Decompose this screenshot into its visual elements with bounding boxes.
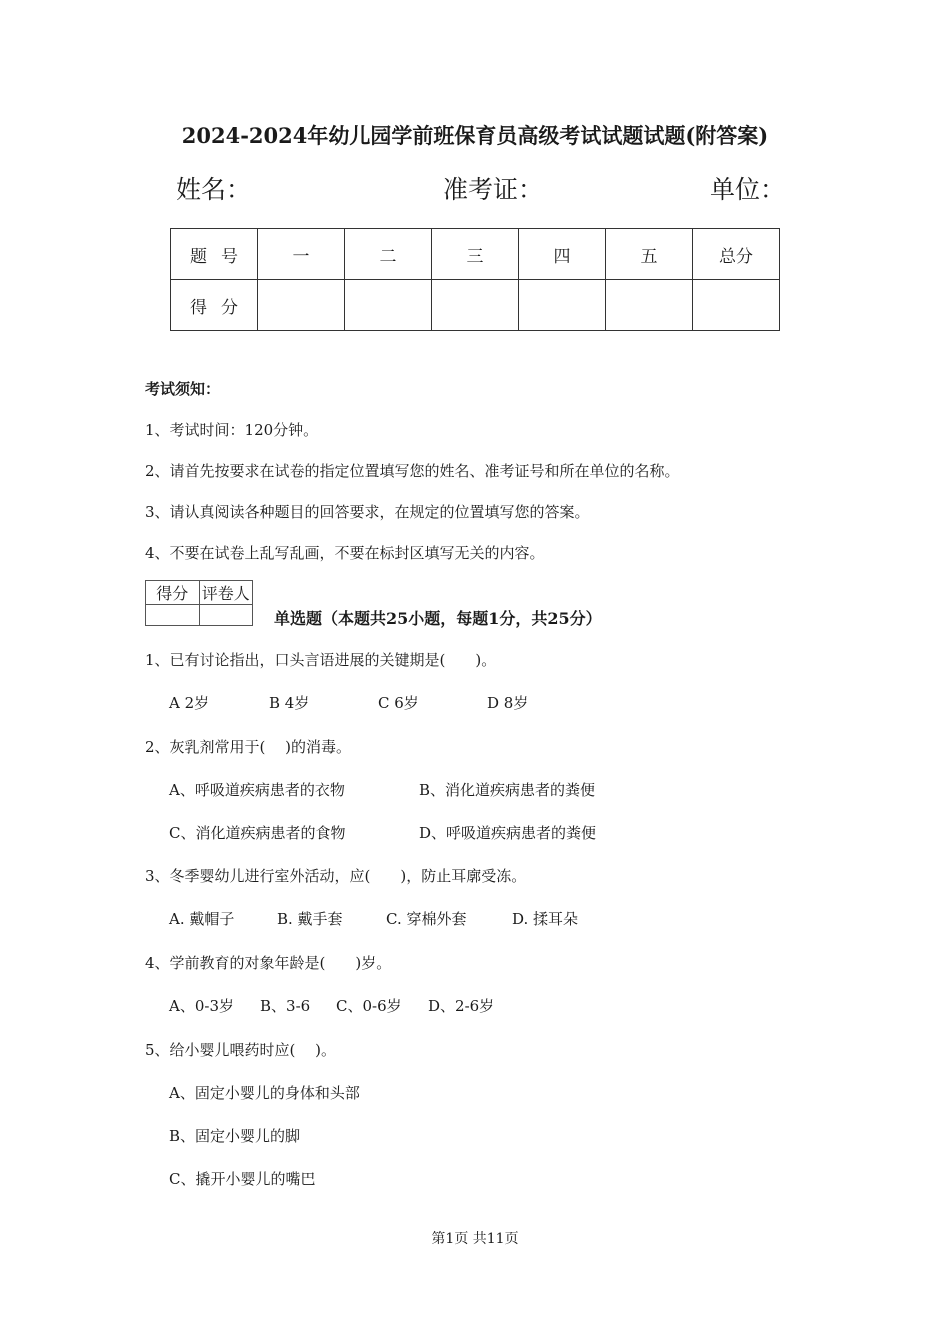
question-number-label: 题号 xyxy=(171,229,258,280)
grader-box xyxy=(145,580,253,626)
grader-name-label: 评卷人 xyxy=(199,581,253,605)
question-1-stem: 1、已有讨论指出，口头言语进展的关键期是( )。 xyxy=(145,651,497,669)
notice-item-3: 3、请认真阅读各种题目的回答要求，在规定的位置填写您的答案。 xyxy=(145,503,590,521)
notice-heading: 考试须知： xyxy=(145,380,221,398)
header-col-3: 三 xyxy=(432,229,519,280)
question-5-option-b[interactable]: B、固定小婴儿的脚 xyxy=(169,1127,301,1145)
question-1-option-a[interactable]: A 2岁 xyxy=(169,694,210,712)
score-cell-1[interactable] xyxy=(258,280,345,331)
question-3-option-b[interactable]: B. 戴手套 xyxy=(277,910,343,928)
score-table-score-row xyxy=(171,280,780,331)
question-5-option-a[interactable]: A、固定小婴儿的身体和头部 xyxy=(169,1084,360,1102)
score-cell-total[interactable] xyxy=(693,280,780,331)
score-cell-5[interactable] xyxy=(606,280,693,331)
score-cell-2[interactable] xyxy=(345,280,432,331)
question-4-option-c[interactable]: C、0-6岁 xyxy=(336,997,402,1015)
grader-score-label: 得分 xyxy=(146,581,200,605)
notice-item-2: 2、请首先按要求在试卷的指定位置填写您的姓名、准考证号和所在单位的名称。 xyxy=(145,462,680,480)
question-3-stem: 3、冬季婴幼儿进行室外活动，应( )，防止耳廓受冻。 xyxy=(145,867,527,885)
grader-name-cell[interactable] xyxy=(199,605,253,626)
ticket-number-field-label: 准考证： xyxy=(443,175,544,204)
question-4-option-a[interactable]: A、0-3岁 xyxy=(169,997,234,1015)
header-col-4: 四 xyxy=(519,229,606,280)
score-cell-3[interactable] xyxy=(432,280,519,331)
question-3-option-d[interactable]: D. 揉耳朵 xyxy=(512,910,579,928)
question-2-option-a[interactable]: A、呼吸道疾病患者的衣物 xyxy=(169,781,345,799)
score-table-header-row xyxy=(171,229,780,280)
question-3-option-c[interactable]: C. 穿棉外套 xyxy=(386,910,467,928)
question-2-option-d[interactable]: D、呼吸道疾病患者的粪便 xyxy=(419,824,597,842)
score-label: 得分 xyxy=(171,280,258,331)
grader-score-cell[interactable] xyxy=(146,605,200,626)
question-1-option-c[interactable]: C 6岁 xyxy=(378,694,419,712)
page-title: 2024-2024年幼儿园学前班保育员高级考试试题试题(附答案) xyxy=(181,123,769,148)
question-4-option-b[interactable]: B、3-6 xyxy=(260,997,311,1015)
question-1-option-d[interactable]: D 8岁 xyxy=(487,694,529,712)
header-col-total: 总分 xyxy=(693,229,780,280)
question-2-option-c[interactable]: C、消化道疾病患者的食物 xyxy=(169,824,346,842)
question-2-stem: 2、灰乳剂常用于( )的消毒。 xyxy=(145,738,352,756)
page-footer: 第1页 共11页 xyxy=(431,1231,519,1247)
score-table xyxy=(170,228,780,331)
name-field-label: 姓名： xyxy=(176,175,252,204)
question-3-option-a[interactable]: A. 戴帽子 xyxy=(169,910,235,928)
notice-item-4: 4、不要在试卷上乱写乱画，不要在标封区填写无关的内容。 xyxy=(145,544,545,562)
header-col-5: 五 xyxy=(606,229,693,280)
question-5-stem: 5、给小婴儿喂药时应( )。 xyxy=(145,1041,337,1059)
question-4-stem: 4、学前教育的对象年龄是( )岁。 xyxy=(145,954,392,972)
section-heading: 单选题（本题共25小题，每题1分，共25分） xyxy=(274,609,602,628)
question-1-option-b[interactable]: B 4岁 xyxy=(269,694,310,712)
header-col-2: 二 xyxy=(345,229,432,280)
question-4-option-d[interactable]: D、2-6岁 xyxy=(428,997,495,1015)
notice-item-1: 1、考试时间：120分钟。 xyxy=(145,421,319,439)
unit-field-label: 单位： xyxy=(710,175,786,204)
question-5-option-c[interactable]: C、撬开小婴儿的嘴巴 xyxy=(169,1170,316,1188)
score-cell-4[interactable] xyxy=(519,280,606,331)
header-col-1: 一 xyxy=(258,229,345,280)
question-2-option-b[interactable]: B、消化道疾病患者的粪便 xyxy=(419,781,596,799)
